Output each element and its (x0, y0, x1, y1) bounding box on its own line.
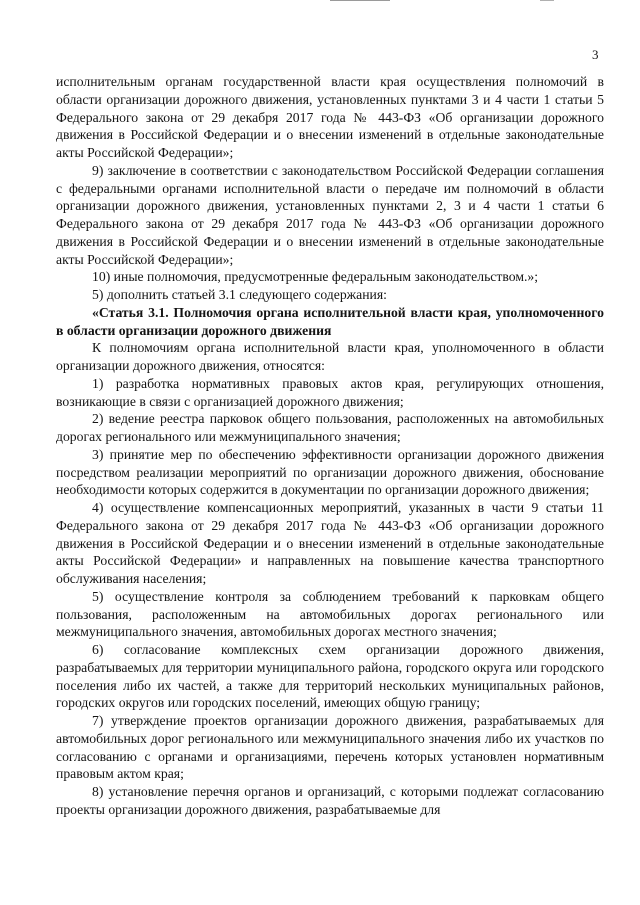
paragraph-item-3: 3) принятие мер по обеспечению эффективности организации дорожного движения посредством реализации мероприятий по организации дорожного движения, обоснование необходимости которых содержится в документации по организации дорожного движения; (56, 446, 604, 498)
page-number: 3 (592, 47, 599, 62)
paragraph-item-2: 2) ведение реестра парковок общего пользования, расположенных на автомобильных дорогах регионального или межмуниципального значения; (56, 411, 604, 444)
paragraph-item-10: 10) иные полномочия, предусмотренные федеральным законодательством.»; (92, 269, 539, 285)
article-heading: «Статья 3.1. Полномочия органа исполнительной власти края, уполномоченного в области организации дорожного движения (56, 304, 604, 338)
paragraph-item-6: 6) согласование комплексных схем организации дорожного движения, разрабатываемых для территории муниципального района, городского округа или городского поселения либо их частей, а также для территорий нескольких муниципальных районов, городских округов или городских поселений, имеющих общую границу; (56, 642, 604, 711)
scan-edge-mark-right (540, 0, 554, 3)
document-body (56, 73, 604, 819)
paragraph-intro: К полномочиям органа исполнительной власти края, уполномоченного в области организации дорожного движения, относятся: (56, 340, 604, 373)
paragraph-item-9: 9) заключение в соответствии с законодательством Российской Федерации соглашения с федеральными органами исполнительной власти о передаче им полномочий в области организации дорожного движения, установленных пунктами 2, 3 и 4 части 1 статьи 6 Федерального закона от 29 декабря 2017 года № 443-ФЗ «Об организации дорожного движения в Российской Федерации и о внесении изменений в отдельные законодательные акты Российской Федерации»; (56, 162, 604, 267)
paragraph-amendment-5: 5) дополнить статьей 3.1 следующего содержания: (92, 287, 387, 302)
paragraph-item-8: 8) установление перечня органов и организаций, с которыми подлежат согласованию проекты организации дорожного движения, разрабатываемые для (56, 784, 604, 817)
paragraph-item-4: 4) осуществление компенсационных мероприятий, указанных в части 9 статьи 11 Федерального закона от 29 декабря 2017 года № 443-ФЗ «Об организации дорожного движения в Российской Федерации и о внесении изменений в отдельные законодательные акты Российской Федерации» и направленных на повышение качества транспортного обслуживания населения; (56, 500, 604, 586)
paragraph-continuation: исполнительным органам государственной власти края осуществления полномочий в области организации дорожного движения, установленных пунктами 3 и 4 части 1 статьи 5 Федерального закона от 29 декабря 2017 года № 443-ФЗ «Об организации дорожного движения в Российской Федерации и о внесении изменений в отдельные законодательные акты Российской Федерации»; (56, 74, 604, 160)
paragraph-item-7: 7) утверждение проектов организации дорожного движения, разрабатываемых для автомобильных дорог регионального или межмуниципального значения либо их участков по согласованию с органами и организациями, перечень которых установлен нормативным правовым актом края; (56, 713, 604, 782)
scan-edge-mark (330, 0, 390, 4)
paragraph-item-1: 1) разработка нормативных правовых актов края, регулирующих отношения, возникающие в связи с организацией дорожного движения; (56, 375, 604, 409)
paragraph-item-5: 5) осуществление контроля за соблюдением требований к парковкам общего пользования, расположенным на автомобильных дорогах регионального или межмуниципального значения, автомобильных дорогах местного значения; (56, 588, 604, 640)
